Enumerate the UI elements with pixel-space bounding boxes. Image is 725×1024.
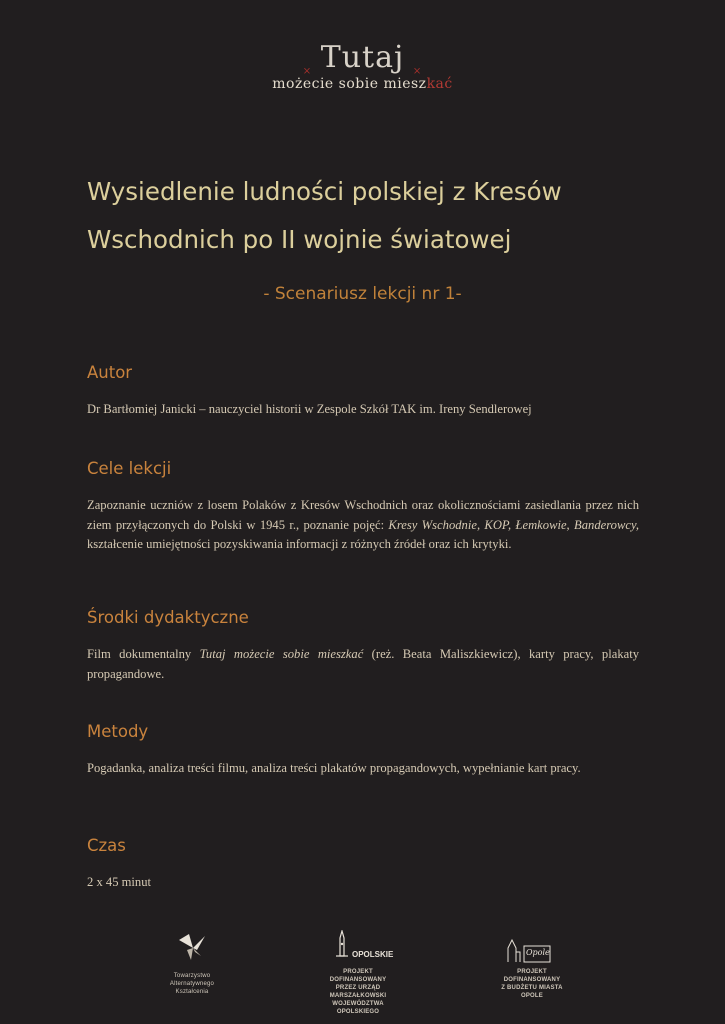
opolskie-logo — [318, 930, 398, 1016]
tak-caption-line1: Towarzystwo — [173, 973, 211, 979]
opolskie-caption-line1: PROJEKT DOFINANSOWANY — [329, 969, 387, 983]
logo-title — [302, 40, 423, 77]
section-czas — [87, 835, 639, 893]
tak-bird-icon — [175, 930, 209, 964]
text-part: kształcenie umiejętności pozyskiwania informacji z różnych źródeł oraz ich krytyki. — [87, 537, 512, 551]
section-heading: Autor — [87, 363, 133, 382]
opolskie-caption-line2: PRZEZ URZĄD MARSZAŁKOWSKI — [329, 985, 387, 999]
opolskie-caption-line3: WOJEWÓDZTWA OPOLSKIEGO — [332, 1001, 384, 1015]
text-italic: Tutaj możecie sobie mieszkać — [199, 647, 364, 661]
logo — [0, 40, 725, 92]
opole-brand: Opole — [526, 948, 550, 957]
logo-title-text: Tutaj — [320, 40, 405, 75]
tak-caption-line3: Kształcenia — [175, 989, 209, 995]
tak-logo — [160, 930, 224, 996]
section-text: Pogadanka, analiza treści filmu, analiza treści plakatów propagandowych, wypełnianie kart pracy. — [87, 761, 581, 775]
tower-icon — [332, 930, 352, 960]
opole-logo — [496, 930, 568, 1000]
section-text: Dr Bartłomiej Janicki – nauczyciel historii w Zespole Szkół TAK im. Ireny Sendlerowej — [87, 402, 532, 416]
text-part: Zapoznanie uczniów z losem Polaków z Kresów Wschodnich oraz okolicznościami zasiedlania przez nich ziem przyłączonych do Polski w 1945 r., poznanie pojęć: — [87, 498, 639, 532]
text-italic: Kresy Wschodnie, KOP, Łemkowie, Banderowcy, — [388, 517, 639, 532]
opole-caption-line2: Z BUDŻETU MIASTA OPOLE — [501, 985, 563, 999]
section-text — [87, 496, 639, 555]
section-text: 2 x 45 minut — [87, 875, 152, 889]
opole-caption-line1: PROJEKT DOFINANSOWANY — [503, 969, 561, 983]
section-heading: Cele lekcji — [87, 459, 172, 478]
section-autor — [87, 362, 639, 420]
logo-subtitle-accent: kać — [426, 76, 453, 92]
section-text — [87, 645, 639, 684]
tak-caption-line2: Alternatywnego — [169, 981, 215, 987]
opolskie-brand: OPOLSKIE — [352, 950, 394, 959]
logo-mark-right: × — [412, 66, 423, 77]
document-title: Wysiedlenie ludności polskiej z Kresów Wschodnich po II wojnie światowej — [87, 177, 562, 254]
section-heading: Czas — [87, 836, 126, 855]
text-part: Film dokumentalny — [87, 647, 200, 661]
section-srodki-dydaktyczne — [87, 607, 639, 684]
section-metody — [87, 721, 639, 779]
footer-logos — [0, 930, 725, 1015]
logo-mark-left: × — [302, 66, 313, 77]
logo-subtitle-main: możecie sobie miesz — [272, 76, 427, 92]
logo-subtitle — [0, 76, 725, 92]
section-heading: Metody — [87, 722, 149, 741]
section-cele-lekcji — [87, 458, 639, 555]
section-heading: Środki dydaktyczne — [87, 608, 249, 627]
document-subtitle: - Scenariusz lekcji nr 1- — [263, 284, 462, 304]
text-part: (reż. Beata Maliszkiewicz), karty pracy, plakaty propagandowe. — [87, 647, 640, 681]
